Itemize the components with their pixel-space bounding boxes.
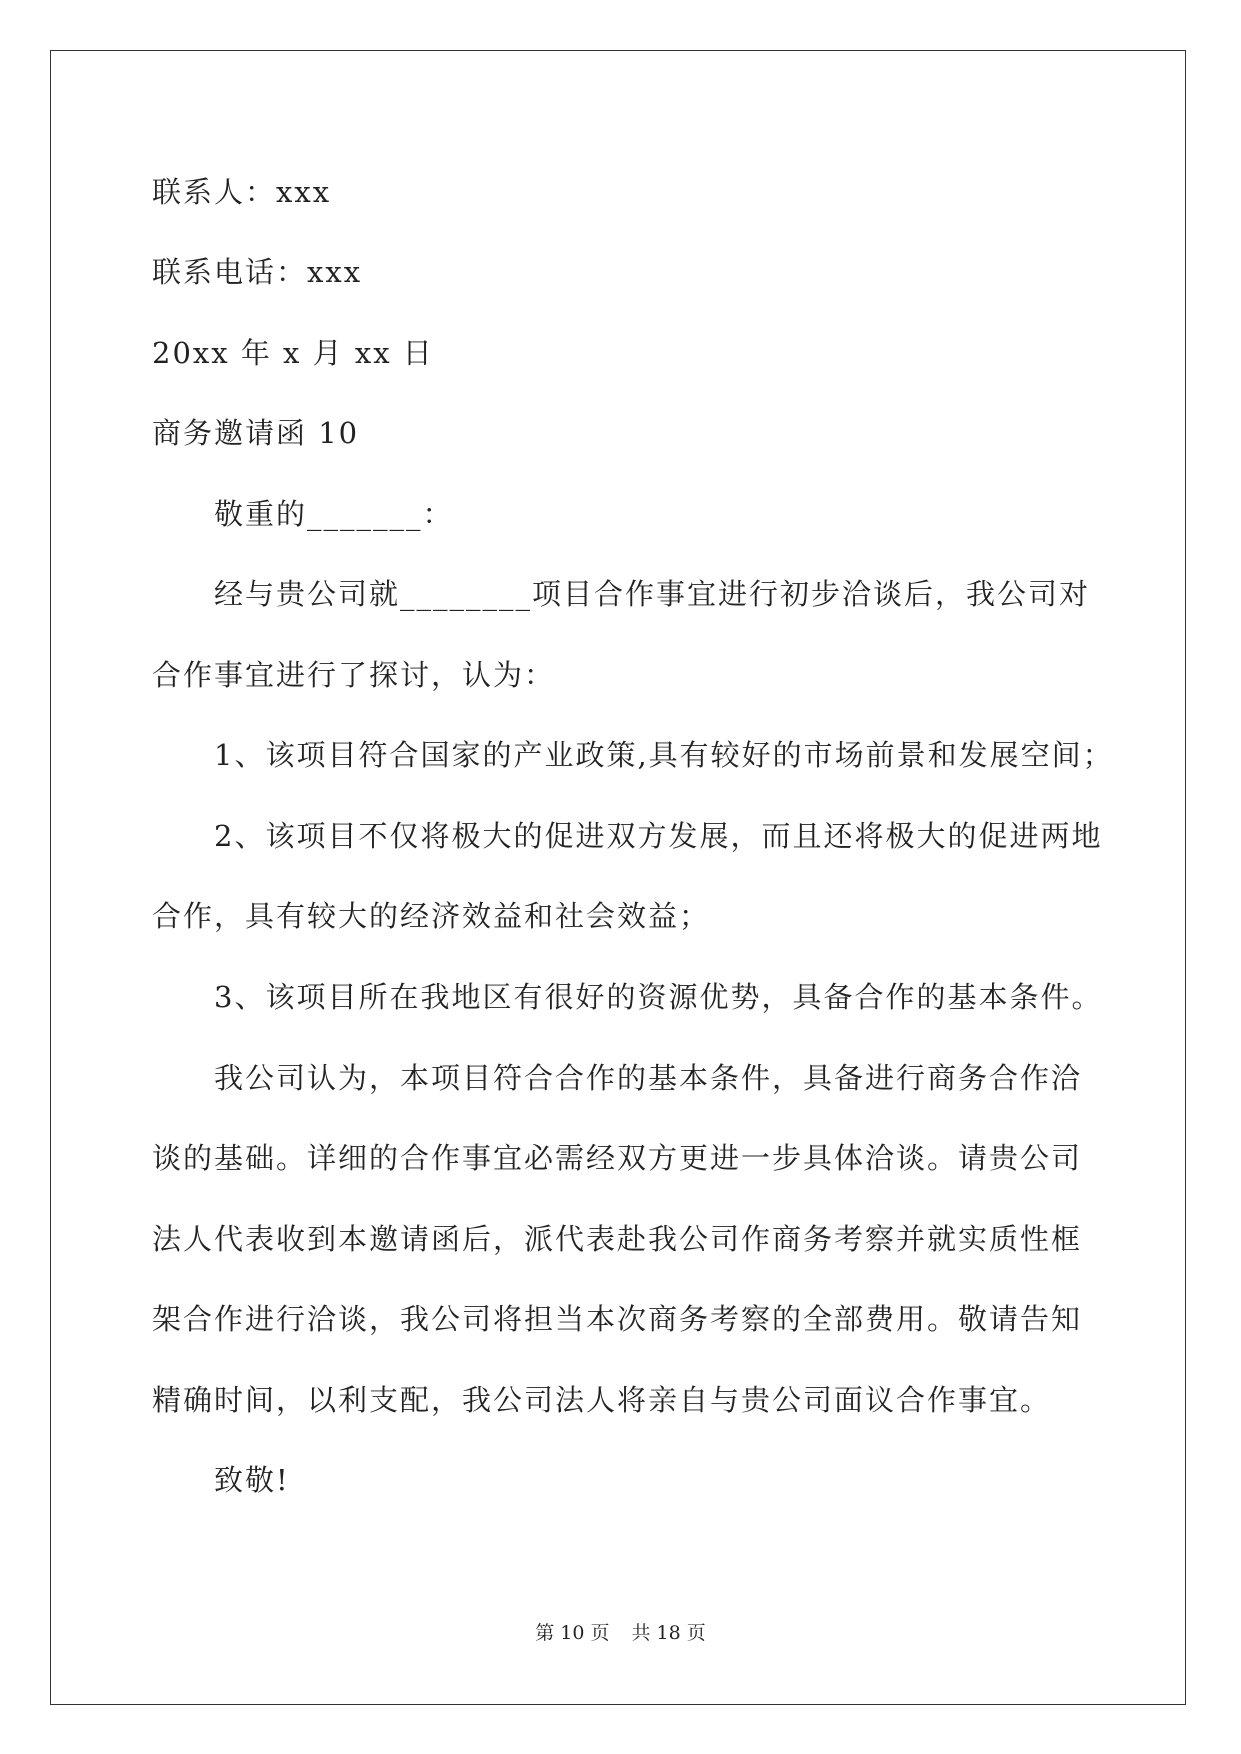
paragraph-line: 3、该项目所在我地区有很好的资源优势，具备合作的基本条件。 [214,980,1103,1014]
paragraph-line: 架合作进行洽谈，我公司将担当本次商务考察的全部费用。敬请告知 [152,1302,1083,1336]
paragraph-line: 2、该项目不仅将极大的促进双方发展，而且还将极大的促进两地 [214,819,1103,853]
paragraph-line: 合作事宜进行了探讨，认为： [152,658,556,692]
closing-line: 致敬! [214,1463,290,1497]
contact-line: 联系人：xxx [152,175,332,209]
paragraph-line: 我公司认为，本项目符合合作的基本条件，具备进行商务合作洽 [214,1061,1083,1095]
phone-line: 联系电话：xxx [152,255,363,289]
paragraph-line: 精确时间，以利支配，我公司法人将亲自与贵公司面议合作事宜。 [152,1383,1052,1417]
page-number: 第 10 页 [535,1622,610,1644]
page-footer [0,1621,1241,1645]
letter-heading: 商务邀请函 10 [152,416,360,450]
page-border [50,50,1186,1705]
paragraph-line: 经与贵公司就________项目合作事宜进行初步洽谈后，我公司对 [214,577,1091,611]
paragraph-line: 谈的基础。详细的合作事宜必需经双方更进一步具体洽谈。请贵公司 [152,1141,1083,1175]
page-total: 共 18 页 [631,1622,706,1644]
paragraph-line: 1、该项目符合国家的产业政策,具有较好的市场前景和发展空间； [214,738,1114,772]
date-line: 20xx 年 x 月 xx 日 [152,336,434,370]
paragraph-line: 法人代表收到本邀请函后，派代表赴我公司作商务考察并就实质性框 [152,1222,1083,1256]
salutation: 敬重的_______： [214,497,454,531]
paragraph-line: 合作，具有较大的经济效益和社会效益； [152,899,711,933]
